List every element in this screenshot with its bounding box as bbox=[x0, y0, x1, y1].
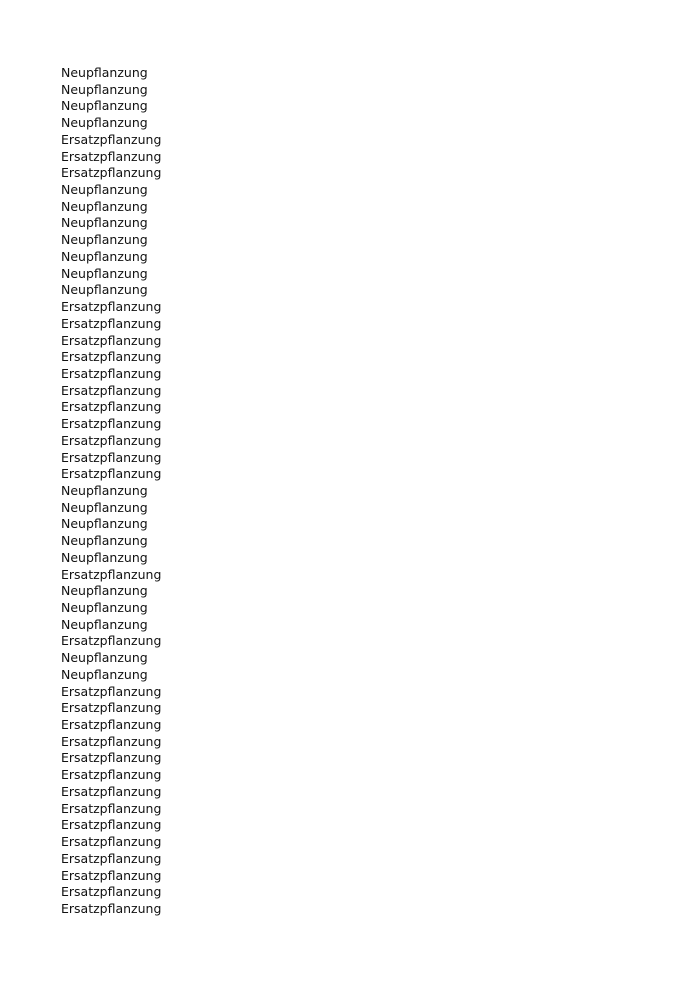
list-item: Ersatzpflanzung bbox=[61, 148, 162, 164]
list-item: Ersatzpflanzung bbox=[61, 165, 162, 181]
list-item: Neupflanzung bbox=[61, 650, 148, 666]
list-item: Ersatzpflanzung bbox=[61, 800, 162, 816]
list-item: Neupflanzung bbox=[61, 666, 148, 682]
list-item: Ersatzpflanzung bbox=[61, 466, 162, 482]
list-item: Neupflanzung bbox=[61, 265, 148, 281]
list-item: Neupflanzung bbox=[61, 182, 148, 198]
list-item: Ersatzpflanzung bbox=[61, 416, 162, 432]
list-item: Ersatzpflanzung bbox=[61, 131, 162, 147]
list-item: Ersatzpflanzung bbox=[61, 382, 162, 398]
list-item: Ersatzpflanzung bbox=[61, 850, 162, 866]
list-item: Neupflanzung bbox=[61, 98, 148, 114]
list-item: Ersatzpflanzung bbox=[61, 683, 162, 699]
list-item: Ersatzpflanzung bbox=[61, 449, 162, 465]
list-item: Ersatzpflanzung bbox=[61, 783, 162, 799]
list-item: Neupflanzung bbox=[61, 232, 148, 248]
list-item: Ersatzpflanzung bbox=[61, 566, 162, 582]
list-item: Ersatzpflanzung bbox=[61, 315, 162, 331]
list-item: Neupflanzung bbox=[61, 583, 148, 599]
list-item: Ersatzpflanzung bbox=[61, 332, 162, 348]
list-item: Neupflanzung bbox=[61, 482, 148, 498]
list-item: Ersatzpflanzung bbox=[61, 867, 162, 883]
list-item: Neupflanzung bbox=[61, 81, 148, 97]
list-item: Ersatzpflanzung bbox=[61, 767, 162, 783]
list-item: Ersatzpflanzung bbox=[61, 633, 162, 649]
list-item: Neupflanzung bbox=[61, 282, 148, 298]
list-item: Neupflanzung bbox=[61, 198, 148, 214]
list-item: Ersatzpflanzung bbox=[61, 750, 162, 766]
list-item: Ersatzpflanzung bbox=[61, 299, 162, 315]
list-item: Neupflanzung bbox=[61, 215, 148, 231]
list-item: Neupflanzung bbox=[61, 600, 148, 615]
list-item: Neupflanzung bbox=[61, 533, 148, 549]
list-item: Neupflanzung bbox=[61, 616, 148, 632]
list-item: Neupflanzung bbox=[61, 248, 148, 264]
planting-type-list bbox=[61, 65, 161, 918]
list-item: Ersatzpflanzung bbox=[61, 432, 162, 448]
list-item: Ersatzpflanzung bbox=[61, 900, 162, 916]
list-item: Neupflanzung bbox=[61, 516, 148, 532]
list-item: Ersatzpflanzung bbox=[61, 399, 162, 415]
list-item: Ersatzpflanzung bbox=[61, 717, 162, 733]
list-item: Ersatzpflanzung bbox=[61, 817, 162, 833]
list-item: Ersatzpflanzung bbox=[61, 884, 162, 900]
list-item: Neupflanzung bbox=[61, 115, 148, 131]
list-item: Ersatzpflanzung bbox=[61, 349, 162, 365]
list-item: Neupflanzung bbox=[61, 499, 148, 515]
list-item: Neupflanzung bbox=[61, 549, 148, 565]
list-item: Ersatzpflanzung bbox=[61, 733, 162, 749]
list-item: Ersatzpflanzung bbox=[61, 834, 162, 850]
list-item: Ersatzpflanzung bbox=[61, 700, 162, 716]
list-item: Ersatzpflanzung bbox=[61, 365, 162, 381]
list-item: Neupflanzung bbox=[61, 65, 148, 80]
